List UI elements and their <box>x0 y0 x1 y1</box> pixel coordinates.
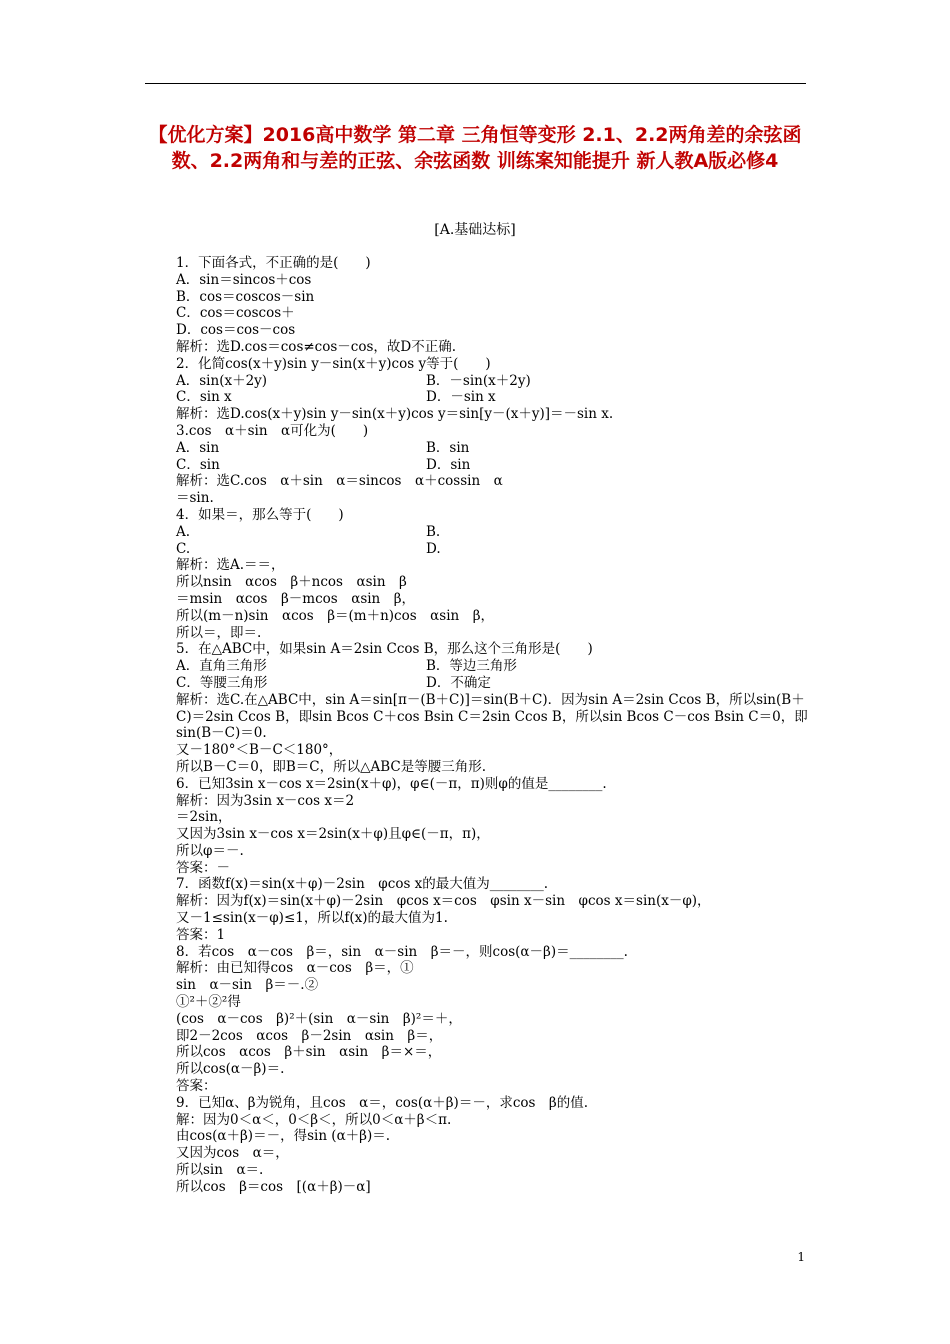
text-line <box>176 541 808 558</box>
text-line <box>176 1112 808 1129</box>
text-line <box>176 625 808 642</box>
text-line <box>176 759 808 776</box>
text-line <box>176 944 808 961</box>
document-title: 【优化方案】2016高中数学 第二章 三角恒等变形 2.1、2.2两角差的余弦函数、2.2两角和与差的正弦、余弦函数 训练案知能提升 新人教A版必修4 <box>148 124 802 172</box>
text-line <box>176 658 808 675</box>
line-text: 1．下面各式，不正确的是( ) <box>176 255 371 271</box>
line-text: 解析：选C.cos α＋sin α＝sincos α＋cossin α <box>176 473 503 490</box>
line-text: 所以＝，即＝. <box>176 624 262 641</box>
text-line <box>176 557 808 574</box>
line-text: 由cos(α＋β)＝－，得sin (α＋β)＝. <box>176 1128 391 1145</box>
text-line <box>176 1078 808 1095</box>
text-line <box>176 910 808 927</box>
line-text: A．sin＝sincos＋cos <box>176 271 312 288</box>
line-text: 解析：选A.＝＝， <box>176 557 285 574</box>
text-line <box>176 1044 808 1061</box>
text-line <box>176 1128 808 1145</box>
line-text: 所以cos β＝cos [(α＋β)－α] <box>176 1178 371 1195</box>
line-text: A．sin <box>176 439 220 456</box>
line-text: 所以nsin αcos β＋ncos αsin β <box>176 574 407 591</box>
text-line <box>176 305 808 322</box>
line-text: 5．在△ABC中，如果sin A＝2sin Ccos B，那么这个三角形是( ) <box>176 641 593 658</box>
line-text: 解析：选D.cos＝cos≠cos－cos，故D不正确. <box>176 338 457 355</box>
line-text: C．cos＝coscos＋ <box>176 305 295 322</box>
line-text: 3.cos α＋sin α可化为( ) <box>176 422 369 439</box>
line-text: 又因为3sin x－cos x＝2sin(x＋φ)且φ∈(－π，π)， <box>176 826 490 843</box>
line-text: C．sin <box>176 456 220 473</box>
text-line <box>176 960 808 977</box>
line-text: 2．化简cos(x＋y)sin y－sin(x＋y)cos y等于( ) <box>176 355 491 372</box>
text-line <box>176 339 808 356</box>
text-line <box>176 490 808 507</box>
option-text: B．等边三角形 <box>426 658 517 675</box>
line-text: 9．已知α、β为锐角，且cos α＝，cos(α＋β)＝－，求cos β的值. <box>176 1094 589 1111</box>
line-text: 所以sin α＝. <box>176 1162 264 1179</box>
text-line <box>176 893 808 910</box>
line-text: D．cos＝cos－cos <box>176 322 296 339</box>
text-line <box>176 322 808 339</box>
text-line <box>176 356 808 373</box>
text-line <box>176 675 808 692</box>
text-line <box>176 473 808 490</box>
line-text: ＝sin. <box>176 490 214 507</box>
text-line <box>176 255 808 272</box>
line-text: 6．已知3sin x－cos x＝2sin(x＋φ)，φ∈(－π，π)则φ的值是________. <box>176 775 607 792</box>
text-line <box>176 608 808 625</box>
option-text: B．－sin(x＋2y) <box>426 372 531 389</box>
line-text: 所以cos αcos β＋sin αsin β＝×＝， <box>176 1044 442 1061</box>
text-line <box>176 524 808 541</box>
line-text: C．等腰三角形 <box>176 674 268 691</box>
text-line <box>176 457 808 474</box>
line-text: ＝msin αcos β－mcos αsin β， <box>176 590 416 607</box>
text-line <box>176 1162 808 1179</box>
line-text: 解：因为0＜α＜，0＜β＜，所以0＜α＋β＜π. <box>176 1111 452 1128</box>
line-text: A．直角三角形 <box>176 658 267 675</box>
line-text: sin α－sin β＝－.② <box>176 977 319 994</box>
line-text: 又因为cos α＝， <box>176 1145 289 1162</box>
page-number: 1 <box>797 1250 805 1264</box>
text-line <box>176 289 808 306</box>
text-line <box>176 591 808 608</box>
text-line <box>176 977 808 994</box>
text-line <box>176 389 808 406</box>
text-line <box>176 994 808 1011</box>
text-line <box>176 826 808 843</box>
line-text: A．sin(x＋2y) <box>176 372 268 389</box>
line-text: B．cos＝coscos－sin <box>176 288 315 305</box>
text-line <box>176 793 808 810</box>
line-text: A. <box>176 523 191 540</box>
line-text: 7．函数f(x)＝sin(x＋φ)－2sin φcos x的最大值为________. <box>176 876 549 893</box>
text-line <box>176 507 808 524</box>
line-text: C. <box>176 540 191 557</box>
text-line <box>176 1095 808 1112</box>
option-text: B．sin <box>426 439 470 456</box>
text-line <box>176 272 808 289</box>
line-text: 解析：选D.cos(x＋y)sin y－sin(x＋y)cos y＝sin[y－(x＋y)]＝－sin x. <box>176 406 614 423</box>
line-text: C．sin x <box>176 389 232 406</box>
document-body <box>176 255 808 1196</box>
line-text: 所以cos(α－β)＝. <box>176 1061 285 1078</box>
line-text: 又－1≤sin(x－φ)≤1，所以f(x)的最大值为1. <box>176 910 448 927</box>
text-line <box>176 1179 808 1196</box>
text-line <box>176 692 808 742</box>
text-line <box>176 927 808 944</box>
line-text: 解析：因为3sin x－cos x＝2 <box>176 792 355 809</box>
text-line <box>176 373 808 390</box>
line-text: (cos α－cos β)²＋(sin α－sin β)²＝＋， <box>176 1010 462 1027</box>
text-line <box>176 860 808 877</box>
line-text: ①²＋②²得 <box>176 994 241 1011</box>
line-text: ＝2sin， <box>176 809 232 826</box>
line-text: 即2－2cos αcos β－2sin αsin β＝， <box>176 1027 443 1044</box>
line-text: 解析：由已知得cos α－cos β＝，① <box>176 960 414 977</box>
text-line <box>176 876 808 893</box>
text-line <box>176 1028 808 1045</box>
line-text: 所以(m－n)sin αcos β＝(m＋n)cos αsin β， <box>176 607 495 624</box>
option-text: D．sin <box>426 456 471 473</box>
text-line <box>176 641 808 658</box>
line-text: 解析：选C.在△ABC中，sin A＝sin[π－(B＋C)]＝sin(B＋C)．因为sin A＝2sin Ccos B，所以sin(B＋C)＝2sin Ccos B，即sin Bcos C＋cos Bsin C＝2sin Ccos B，所以sin Bcos C－cos Bsin C＝0，即sin(B－C)＝0. <box>176 691 808 742</box>
text-line <box>176 1061 808 1078</box>
line-text: 所以B－C＝0，即B＝C，所以△ABC是等腰三角形. <box>176 758 487 775</box>
text-line <box>176 574 808 591</box>
line-text: 8．若cos α－cos β＝，sin α－sin β＝－，则cos(α－β)＝________. <box>176 943 628 960</box>
line-text: 所以φ＝－. <box>176 842 244 859</box>
line-text: 答案： <box>176 1078 217 1095</box>
text-line <box>176 809 808 826</box>
text-line <box>176 1145 808 1162</box>
option-text: D. <box>426 540 441 557</box>
option-text: D．不确定 <box>426 674 491 691</box>
text-line <box>176 742 808 759</box>
text-line <box>176 440 808 457</box>
option-text: B. <box>426 523 441 540</box>
text-line <box>176 423 808 440</box>
line-text: 又－180°＜B－C＜180°， <box>176 742 343 759</box>
line-text: 答案：1 <box>176 926 226 943</box>
text-line <box>176 776 808 793</box>
line-text: 解析：因为f(x)＝sin(x＋φ)－2sin φcos x＝cos φsin x－sin φcos x＝sin(x－φ)， <box>176 893 711 910</box>
text-line <box>176 843 808 860</box>
section-heading: [A.基础达标] <box>434 222 516 238</box>
header-rule <box>145 83 806 84</box>
text-line <box>176 406 808 423</box>
line-text: 4．如果＝，那么等于( ) <box>176 506 344 523</box>
text-line <box>176 1011 808 1028</box>
option-text: D．－sin x <box>426 389 496 406</box>
line-text: 答案：－ <box>176 859 230 876</box>
